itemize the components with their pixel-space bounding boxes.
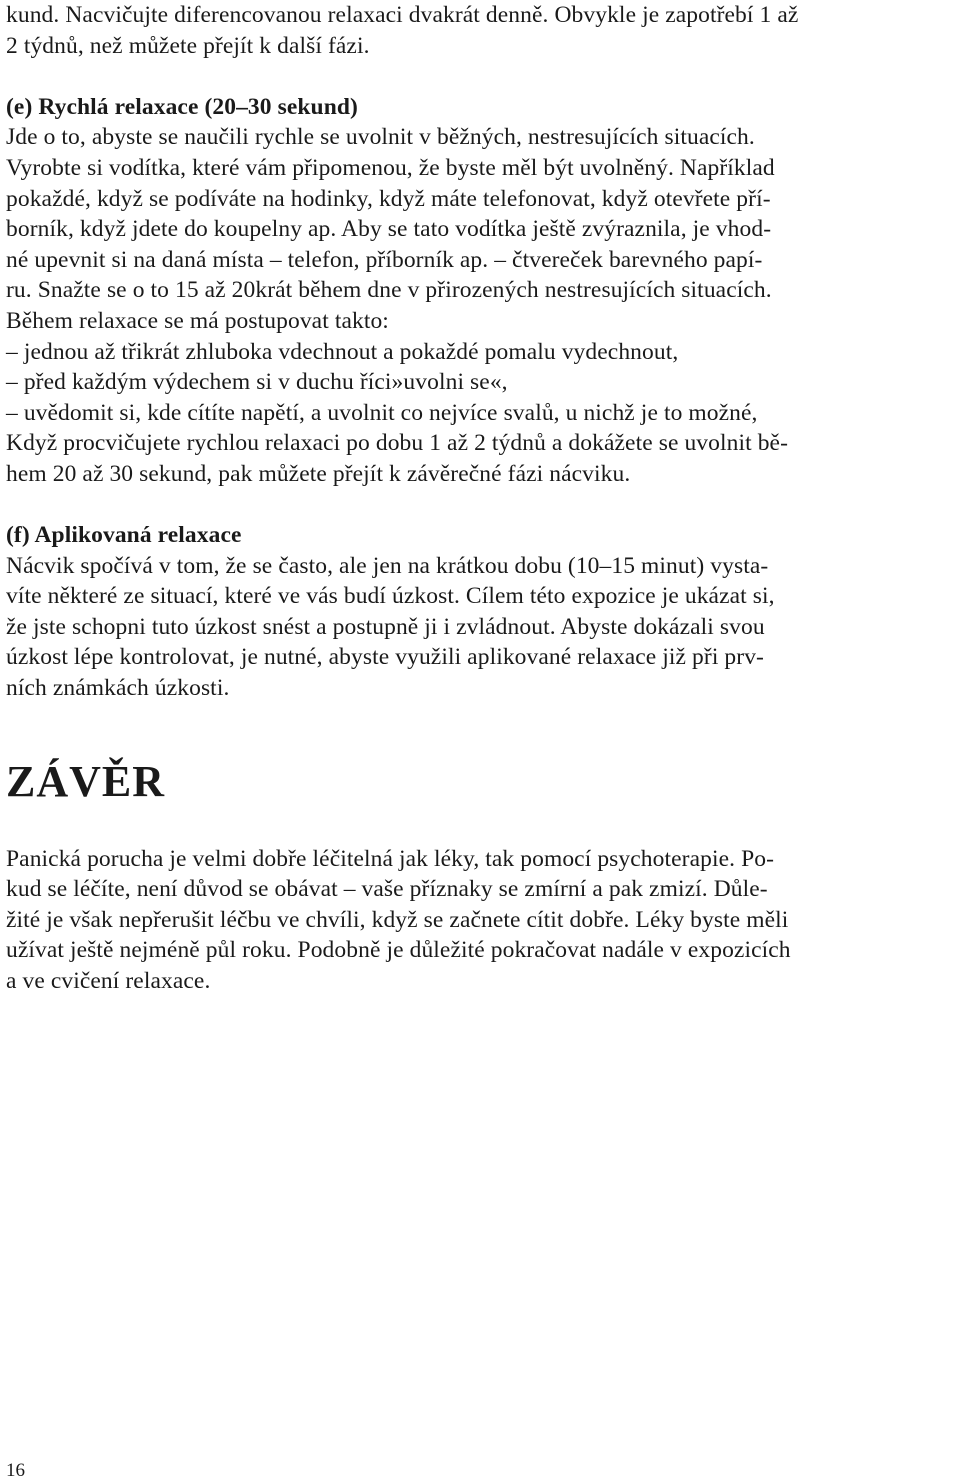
text-line: Panická porucha je velmi dobře léčitelná jak léky, tak pomocí psychoterapie. Po- xyxy=(6,845,775,872)
text-line: užívat ještě nejméně půl roku. Podobně je důležité pokračovat nadále v expozicích xyxy=(6,937,791,964)
section-e xyxy=(6,92,956,490)
text-line: Vyrobte si vodítka, které vám připomenou, že byste měl být uvolněný. Například xyxy=(6,154,775,181)
text-line: úzkost lépe kontrolovat, je nutné, abyste využili aplikované relaxace již při prv- xyxy=(6,644,764,671)
intro-paragraph xyxy=(6,0,956,61)
text-line: Jde o to, abyste se naučili rychle se uvolnit v běžných, nestresujících situacích. xyxy=(6,124,755,151)
text-line: Během relaxace se má postupovat takto: xyxy=(6,307,389,334)
conclusion-title: ZÁVĚR xyxy=(6,756,166,806)
text-line: kund. Nacvičujte diferencovanou relaxaci dvakrát denně. Obvykle je zapotřebí 1 až xyxy=(6,2,799,28)
list-item: – uvědomit si, kde cítíte napětí, a uvolnit co nejvíce svalů, u nichž je to možné, xyxy=(6,399,758,426)
spacer xyxy=(6,61,956,92)
conclusion-section xyxy=(6,756,956,997)
text-line: Nácvik spočívá v tom, že se často, ale jen na krátkou dobu (10–15 minut) vysta- xyxy=(6,552,769,579)
document-page xyxy=(6,0,956,997)
text-line: hem 20 až 30 sekund, pak můžete přejít k závěrečné fázi nácviku. xyxy=(6,460,631,487)
text-line: pokaždé, když se podíváte na hodinky, když máte telefonovat, když otevřete pří- xyxy=(6,185,771,212)
text-line: a ve cvičení relaxace. xyxy=(6,968,211,995)
spacer xyxy=(6,490,956,521)
text-line: ních známkách úzkosti. xyxy=(6,675,230,702)
text-line: že jste schopni tuto úzkost snést a postupně ji i zvládnout. Abyste dokázali svou xyxy=(6,613,765,640)
text-line: né upevnit si na daná místa – telefon, příborník ap. – čtvereček barevného papí- xyxy=(6,246,763,273)
section-f xyxy=(6,520,956,704)
section-f-heading: (f) Aplikovaná relaxace xyxy=(6,522,242,549)
page-number: 16 xyxy=(6,1460,25,1481)
text-line: žité je však nepřerušit léčbu ve chvíli, když se začnete cítit dobře. Léky byste měli xyxy=(6,906,789,933)
list-item: – jednou až třikrát zhluboka vdechnout a pokaždé pomalu vydechnout, xyxy=(6,338,679,365)
text-line: 2 týdnů, než můžete přejít k další fázi. xyxy=(6,32,370,59)
text-line: kud se léčíte, není důvod se obávat – vaše příznaky se zmírní a pak zmizí. Důle- xyxy=(6,876,768,903)
list-item: – před každým výdechem si v duchu říci»uvolni se«, xyxy=(6,369,508,396)
text-line: borník, když jdete do koupelny ap. Aby se tato vodítka ještě zvýraznila, je vhod- xyxy=(6,216,772,243)
section-e-heading: (e) Rychlá relaxace (20–30 sekund) xyxy=(6,93,358,120)
text-line: víte některé ze situací, které ve vás budí úzkost. Cílem této expozice je ukázat si, xyxy=(6,583,775,610)
text-line: Když procvičujete rychlou relaxaci po dobu 1 až 2 týdnů a dokážete se uvolnit bě- xyxy=(6,430,789,457)
text-line: ru. Snažte se o to 15 až 20krát během dne v přirozených nestresujících situacích. xyxy=(6,277,772,304)
